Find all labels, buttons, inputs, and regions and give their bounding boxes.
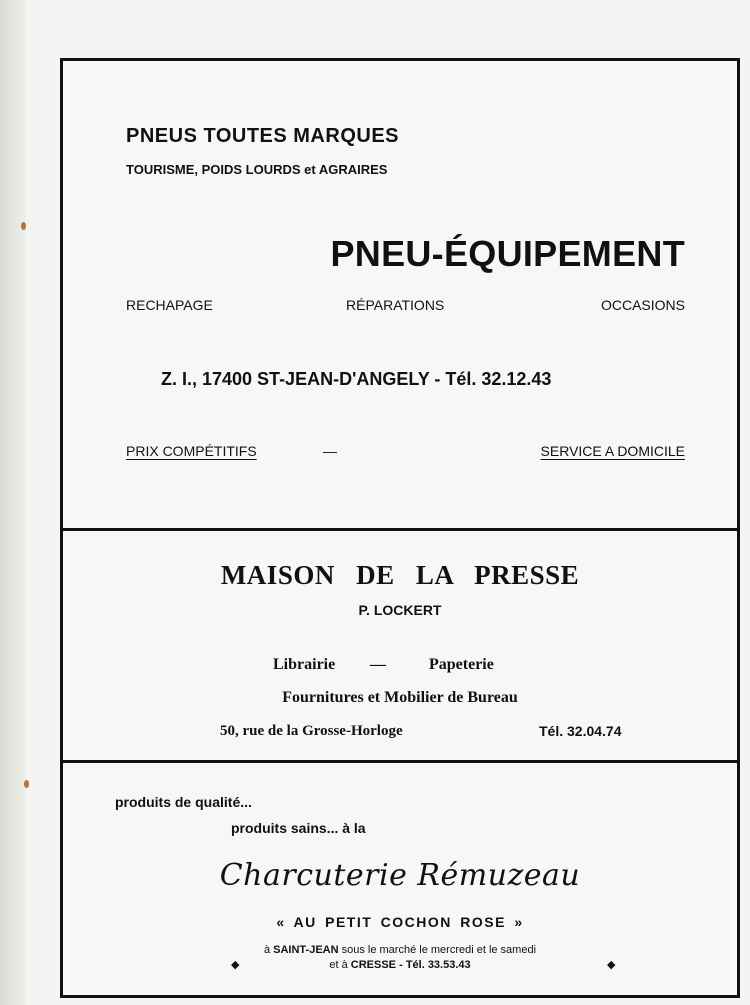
market-prefix: à bbox=[263, 944, 271, 956]
charcuterie-market-line bbox=[63, 944, 737, 956]
press-papeterie: Papeterie bbox=[429, 656, 494, 673]
ad-page bbox=[60, 58, 740, 998]
tire-ad-address: Z. I., 17400 ST-JEAN-D'ANGELY - Tél. 32.12.43 bbox=[161, 369, 552, 389]
tire-ad-title: PNEUS TOUTES MARQUES bbox=[126, 125, 399, 147]
press-ad-title: MAISON DE LA PRESSE bbox=[220, 560, 580, 590]
charcuterie-name: Charcuterie Rémuzeau bbox=[219, 858, 581, 893]
press-ad bbox=[63, 531, 737, 761]
cresse-city: CRESSE bbox=[350, 959, 397, 971]
cresse-phone: - Tél. 33.53.43 bbox=[399, 959, 471, 971]
market-city: SAINT-JEAN bbox=[273, 944, 339, 956]
tire-ad-subtitle: TOURISME, POIDS LOURDS et AGRAIRES bbox=[126, 162, 388, 177]
press-fournitures: Fournitures et Mobilier de Bureau bbox=[282, 689, 518, 706]
service-rechapage: RECHAPAGE bbox=[126, 297, 213, 313]
tagline-separator: — bbox=[323, 443, 337, 459]
service-reparations: RÉPARATIONS bbox=[346, 297, 445, 313]
press-address: 50, rue de la Grosse-Horloge bbox=[220, 723, 403, 739]
tire-ad-brand: PNEU-ÉQUIPEMENT bbox=[330, 233, 685, 274]
charcuterie-slogan: « AU PETIT COCHON ROSE » bbox=[276, 914, 524, 930]
cresse-prefix: et à bbox=[329, 959, 348, 971]
tire-ad bbox=[63, 61, 737, 528]
diamond-bullet-icon: ◆ bbox=[607, 959, 616, 971]
charcuterie-ad bbox=[63, 763, 737, 998]
paper-speck bbox=[24, 780, 29, 788]
press-phone: Tél. 32.04.74 bbox=[539, 723, 622, 739]
tagline-service: SERVICE A DOMICILE bbox=[540, 443, 685, 459]
diamond-bullet-icon: ◆ bbox=[231, 959, 240, 971]
market-schedule: sous le marché le mercredi et le samedi bbox=[341, 944, 537, 956]
charcuterie-line2: produits sains... à la bbox=[231, 820, 366, 836]
charcuterie-cresse-line bbox=[63, 959, 737, 971]
charcuterie-line1: produits de qualité... bbox=[115, 794, 252, 810]
paper-speck bbox=[21, 222, 26, 230]
tagline-prix: PRIX COMPÉTITIFS bbox=[126, 443, 257, 459]
press-librairie: Librairie bbox=[273, 656, 336, 673]
press-separator: — bbox=[370, 656, 386, 673]
press-ad-owner: P. LOCKERT bbox=[358, 602, 442, 618]
service-occasions: OCCASIONS bbox=[600, 297, 685, 313]
page-edge bbox=[0, 0, 26, 1005]
